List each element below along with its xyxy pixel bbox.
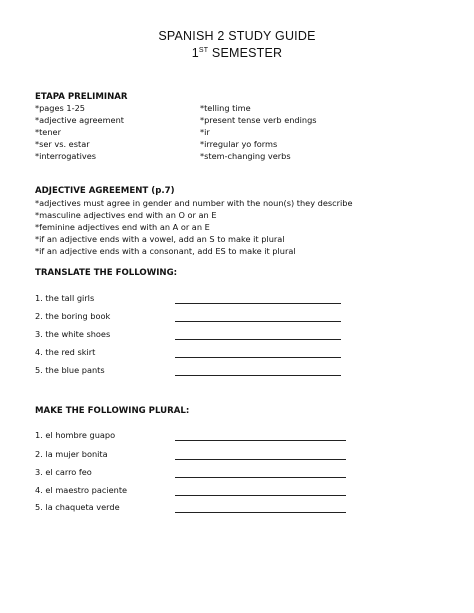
translate-item: 2. the boring book [35, 311, 111, 321]
plural-item: 4. el maestro paciente [35, 485, 128, 495]
translate-answer-line[interactable] [175, 339, 341, 340]
adjective-rule: *masculine adjectives end with an O or an E [35, 210, 217, 220]
subtitle-number: 1 [191, 46, 199, 60]
plural-item: 2. la mujer bonita [35, 449, 108, 459]
translate-heading: TRANSLATE THE FOLLOWING: [35, 268, 178, 278]
plural-heading: MAKE THE FOLLOWING PLURAL: [35, 406, 190, 416]
plural-answer-line[interactable] [175, 495, 346, 496]
adjective-rule: *if an adjective ends with a consonant, add ES to make it plural [35, 246, 296, 256]
etapa-left-item: *tener [35, 127, 61, 137]
plural-answer-line[interactable] [175, 440, 346, 441]
adjective-rule: *feminine adjectives end with an A or an E [35, 222, 210, 232]
plural-item: 1. el hombre guapo [35, 430, 116, 440]
translate-item: 3. the white shoes [35, 329, 111, 339]
etapa-right-item: *present tense verb endings [200, 115, 317, 125]
plural-answer-line[interactable] [175, 459, 346, 460]
adjective-rule: *if an adjective ends with a vowel, add an S to make it plural [35, 234, 285, 244]
translate-item: 1. the tall girls [35, 293, 95, 303]
etapa-left-item: *ser vs. estar [35, 139, 90, 149]
adjective-agreement-heading: ADJECTIVE AGREEMENT (p.7) [35, 186, 175, 196]
subtitle-superscript: ST [198, 47, 209, 54]
translate-item: 5. the blue pants [35, 365, 105, 375]
page-subtitle [0, 46, 474, 60]
plural-item: 5. la chaqueta verde [35, 502, 120, 512]
translate-answer-line[interactable] [175, 357, 341, 358]
page-title: SPANISH 2 STUDY GUIDE [158, 29, 316, 43]
etapa-left-item: *pages 1-25 [35, 103, 85, 113]
translate-answer-line[interactable] [175, 303, 341, 304]
translate-answer-line[interactable] [175, 375, 341, 376]
plural-answer-line[interactable] [175, 512, 346, 513]
etapa-left-item: *interrogatives [35, 151, 97, 161]
etapa-left-item: *adjective agreement [35, 115, 124, 125]
etapa-right-item: *stem-changing verbs [200, 151, 291, 161]
etapa-right-item: *ir [200, 127, 210, 137]
etapa-heading: ETAPA PRELIMINAR [35, 92, 128, 102]
etapa-right-item: *telling time [200, 103, 251, 113]
plural-item: 3. el carro feo [35, 467, 92, 477]
plural-answer-line[interactable] [175, 477, 346, 478]
subtitle-word: SEMESTER [211, 46, 283, 60]
adjective-rule: *adjectives must agree in gender and number with the noun(s) they describe [35, 198, 353, 208]
translate-item: 4. the red skirt [35, 347, 96, 357]
etapa-right-item: *irregular yo forms [200, 139, 278, 149]
translate-answer-line[interactable] [175, 321, 341, 322]
